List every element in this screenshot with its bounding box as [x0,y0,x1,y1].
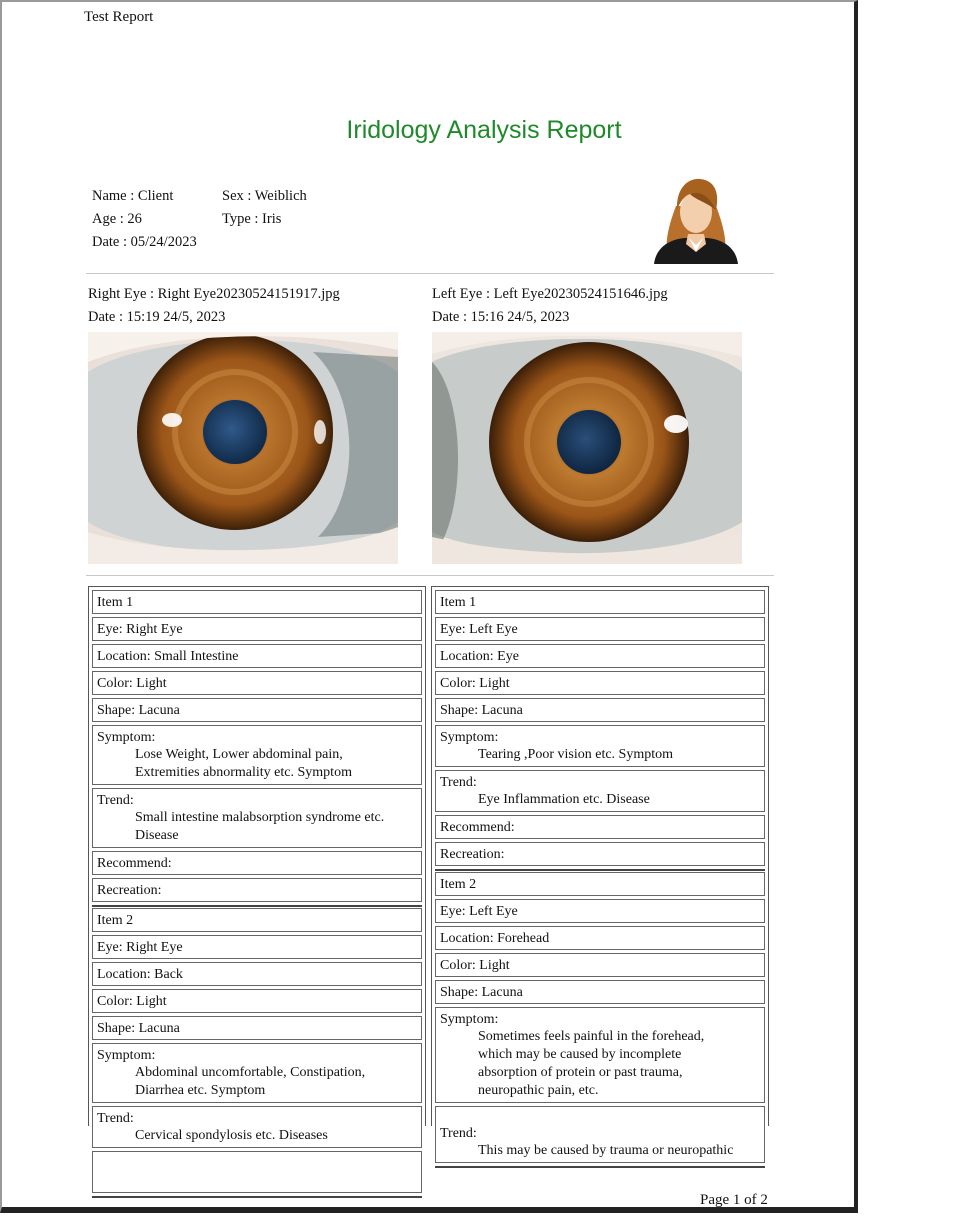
right-item-2 [92,908,422,1198]
scan-type: Type : Iris [222,211,282,227]
left-eye-findings [431,586,769,1158]
symptom-field [92,725,422,785]
trend-field [92,788,422,848]
trend-label: Trend: [97,1111,134,1126]
color-field: Color: Light [435,953,765,977]
left-item-2 [435,872,765,1168]
patient-sex: Sex : Weiblich [222,188,307,204]
color-field: Color: Light [92,671,422,695]
right-item-1 [92,590,422,907]
recreation-field: Recreation: [435,842,765,866]
symptom-line: Diarrhea etc. Symptom [135,1083,266,1098]
location-field: Location: Forehead [435,926,765,950]
trend-line: Eye Inflammation etc. Disease [478,792,650,807]
trend-label: Trend: [440,1126,477,1141]
female-avatar-icon [650,172,742,264]
shape-field: Shape: Lacuna [92,698,422,722]
right-eye-date: Date : 15:19 24/5, 2023 [88,309,226,325]
item-heading: Item 2 [435,872,765,896]
patient-name: Name : Client [92,188,174,204]
location-field: Location: Eye [435,644,765,668]
location-field: Location: Back [92,962,422,986]
item-heading: Item 1 [435,590,765,614]
left-eye-filename: Left Eye : Left Eye20230524151646.jpg [432,286,668,302]
recreation-field: Recreation: [92,878,422,902]
color-field: Color: Light [92,989,422,1013]
report-date: Date : 05/24/2023 [92,234,197,250]
symptom-label: Symptom: [440,730,499,745]
divider-bottom [86,575,774,576]
trend-field [92,1106,422,1148]
location-field: Location: Small Intestine [92,644,422,668]
left-eye-photo [432,332,742,564]
left-item-1 [435,590,765,871]
divider-top [86,273,774,274]
symptom-label: Symptom: [440,1012,499,1027]
trend-line: Cervical spondylosis etc. Diseases [135,1128,328,1143]
recommend-field: Recommend: [435,815,765,839]
symptom-label: Symptom: [97,1048,156,1063]
shape-field: Shape: Lacuna [435,698,765,722]
trend-line: Small intestine malabsorption syndrome etc. [135,810,385,825]
symptom-line: Extremities abnormality etc. Symptom [135,765,352,780]
color-field: Color: Light [435,671,765,695]
eye-field: Eye: Left Eye [435,899,765,923]
shape-field: Shape: Lacuna [435,980,765,1004]
symptom-line: Tearing ,Poor vision etc. Symptom [478,747,674,762]
trend-line: Disease [135,828,179,843]
symptom-line: neuropathic pain, etc. [478,1083,599,1098]
symptom-line: Sometimes feels painful in the forehead, [478,1029,705,1044]
symptom-field [435,1007,765,1103]
trend-label: Trend: [440,775,477,790]
trend-label: Trend: [97,793,134,808]
right-eye-filename: Right Eye : Right Eye20230524151917.jpg [88,286,340,302]
symptom-line: which may be caused by incomplete [478,1047,682,1062]
document-header: Test Report [84,9,154,25]
recommend-field [92,1151,422,1193]
right-eye-findings [88,586,426,1143]
symptom-line: absorption of protein or past trauma, [478,1065,683,1080]
eye-field: Eye: Left Eye [435,617,765,641]
recommend-field: Recommend: [92,851,422,875]
item-heading: Item 2 [92,908,422,932]
patient-age: Age : 26 [92,211,142,227]
trend-line: This may be caused by trauma or neuropathic [478,1143,734,1158]
symptom-label: Symptom: [97,730,156,745]
item-heading: Item 1 [92,590,422,614]
trend-field [435,770,765,812]
report-title: Iridology Analysis Report [346,116,622,144]
symptom-line: Lose Weight, Lower abdominal pain, [135,747,343,762]
trend-field [435,1106,765,1163]
symptom-field [92,1043,422,1103]
right-eye-photo [88,332,398,564]
left-eye-date: Date : 15:16 24/5, 2023 [432,309,570,325]
symptom-field [435,725,765,767]
eye-field: Eye: Right Eye [92,935,422,959]
shape-field: Shape: Lacuna [92,1016,422,1040]
eye-field: Eye: Right Eye [92,617,422,641]
symptom-line: Abdominal uncomfortable, Constipation, [135,1065,366,1080]
page-number: Page 1 of 2 [700,1192,768,1208]
